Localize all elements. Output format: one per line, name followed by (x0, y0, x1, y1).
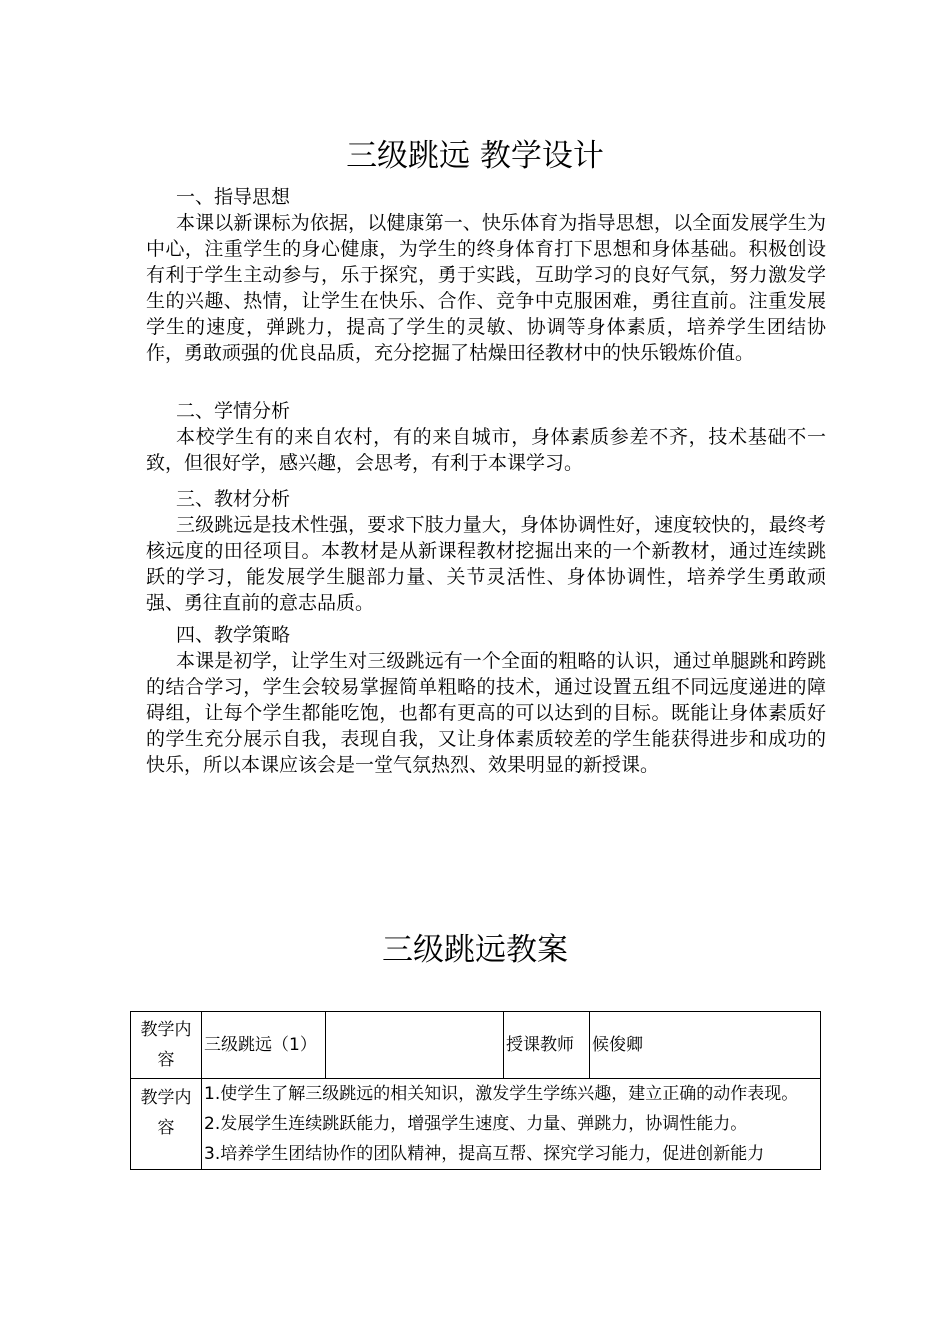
empty-cell (326, 1012, 504, 1079)
section-heading: 四、教学策略 (176, 624, 291, 646)
teacher-label-cell: 授课教师 (504, 1012, 590, 1079)
section-paragraph: 三级跳远是技术性强，要求下肢力量大，身体协调性好，速度较快的，最终考核远度的田径项目。本教材是从新课程教材挖掘出来的一个新教材，通过连续跳跃的学习，能发展学生腿部力量、关节灵活性、身体协调性，培养学生勇敢顽强、勇往直前的意志品质。 (146, 514, 826, 614)
section-teaching-strategy (146, 622, 826, 778)
objectives-cell (202, 1079, 821, 1170)
section-guiding-ideology (146, 184, 826, 366)
table-row (131, 1012, 821, 1079)
section-student-analysis (146, 398, 826, 476)
lesson-plan-title: 三级跳远教案 (382, 932, 568, 968)
design-title: 三级跳远 教学设计 (346, 138, 604, 174)
section-heading: 二、学情分析 (176, 400, 291, 422)
section-material-analysis (146, 486, 826, 616)
content-label-cell: 教学内容 (131, 1012, 202, 1079)
section-heading: 一、指导思想 (176, 186, 291, 208)
section-paragraph: 本课以新课标为依据，以健康第一、快乐体育为指导思想，以全面发展学生为中心，注重学生的身心健康，为学生的终身体育打下思想和身体基础。积极创设有利于学生主动参与，乐于探究，勇于实践，互助学习的良好气氛，努力激发学生的兴趣、热情，让学生在快乐、合作、竞争中克服困难，勇往直前。注重发展学生的速度，弹跳力，提高了学生的灵敏、协调等身体素质，培养学生团结协作，勇敢顽强的优良品质，充分挖掘了枯燥田径教材中的快乐锻炼价值。 (146, 212, 826, 364)
teacher-name-cell: 候俊卿 (590, 1012, 821, 1079)
objectives-label-cell: 教学内容 (131, 1079, 202, 1170)
objective-item: 3.培养学生团结协作的团队精神，提高互帮、探究学习能力，促进创新能力 (204, 1144, 765, 1164)
objective-item: 2.发展学生连续跳跃能力，增强学生速度、力量、弹跳力，协调性能力。 (204, 1114, 748, 1134)
objective-item: 1.使学生了解三级跳远的相关知识，激发学生学练兴趣，建立正确的动作表现。 (204, 1084, 799, 1104)
content-value-cell: 三级跳远（1） (202, 1012, 326, 1079)
section-heading: 三、教材分析 (176, 488, 291, 510)
table-row (131, 1079, 821, 1170)
lesson-plan-table (130, 1011, 821, 1170)
section-paragraph: 本课是初学，让学生对三级跳远有一个全面的粗略的认识，通过单腿跳和跨跳的结合学习，学生会较易掌握简单粗略的技术，通过设置五组不同远度递进的障碍组，让每个学生都能吃饱，也都有更高的可以达到的目标。既能让身体素质好的学生充分展示自我，表现自我，又让身体素质较差的学生能获得进步和成功的快乐，所以本课应该会是一堂气氛热烈、效果明显的新授课。 (146, 650, 826, 776)
section-paragraph: 本校学生有的来自农村，有的来自城市，身体素质参差不齐，技术基础不一致，但很好学，感兴趣，会思考，有利于本课学习。 (146, 426, 826, 474)
